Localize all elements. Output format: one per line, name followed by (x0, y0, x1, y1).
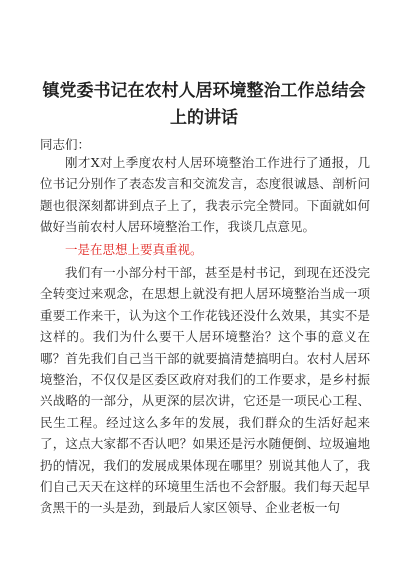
section-heading: 一是在思想上要真重视。 (65, 242, 203, 257)
paragraph-intro: 刚才X对上季度农村人居环境整治工作进行了通报，几位书记分别作了表态发言和交流发言，态度很诚恳、剖析问题也很深刻都讲到点子上了，我表示完全赞同。下面就如何做好当前农村人居环境整治工作，我谈几点意见。 (40, 155, 370, 235)
salutation: 同志们： (40, 137, 91, 152)
document-title: 镇党委书记在农村人居环境整治工作总结会上的讲话 (42, 81, 366, 128)
paragraph-body: 我们有一小部分村干部，甚至是村书记，到现在还没完全转变过来观念，在思想上就没有把人居环境整治当成一项重要工作来干，认为这个工作花钱还没什么效果，其实不是这样的。我们为什么要干人居环境整治？这个事的意义在哪？首先我们自己当干部的就要搞清楚搞明白。农村人居环境整治，不仅仅是区委区政府对我们的工作要求，是乡村振兴战略的一部分，从更深的层次讲，它还是一项民心工程、民生工程。经过这么多年的发展，我们群众的生活好起来了，这点大家都不否认吧？如果还是污水随便倒、垃圾遍地扔的情况，我们的发展成果体现在哪里？别说其他人了，我们自己天天在这样的环境里生活也不会舒服。我们每天起早贪黑干的一头是劲，到最后人家区领导、企业老板一句 (40, 265, 370, 516)
